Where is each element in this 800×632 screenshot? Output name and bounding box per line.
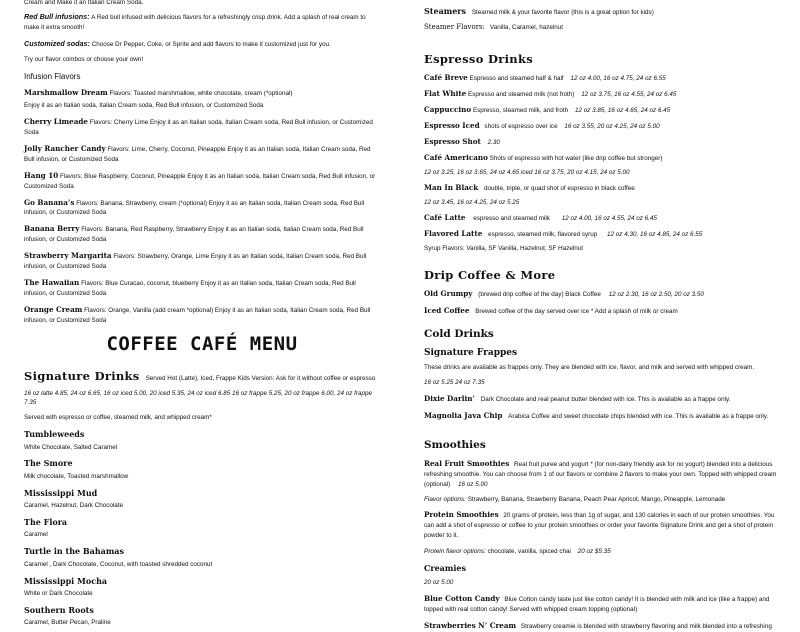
signature-drink-desc: Caramel, Butter Pecan, Praline — [24, 619, 111, 627]
infusion-desc: Flavors: Banana, Red Raspberry, Strawberry Enjoy it as an Italian soda, Italian Cream soda, Red Bull infusion, or Customized Soda — [24, 226, 364, 244]
protein-price: 20 oz $5.35 — [577, 547, 611, 555]
espresso-price: 12 oz 3.85, 16 oz 4.65, 24 oz 6.45 — [574, 107, 671, 115]
flavor-options-list: Strawberry, Banana, Strawberry Banana, Peach Pear Apricot, Mango, Pineapple, Lemonade — [467, 495, 726, 503]
flavor-options-label: Flavor options: — [424, 495, 466, 503]
steamers-name: Steamers — [424, 6, 467, 16]
signature-drink-name: Turtle in the Bahamas — [24, 546, 124, 557]
espresso-name: Café Americano — [424, 152, 488, 162]
espresso-item — [424, 105, 780, 116]
blue-cotton-candy — [424, 594, 780, 615]
infusion-desc: Flavors: Blue Raspberry, Coconut, Pineapple Enjoy it as an Italian soda, Italian Cream soda, Red Bull infusion, or Customized Soda — [24, 172, 376, 190]
infusion-item — [24, 117, 380, 138]
infusion-item — [24, 198, 380, 219]
strawberries-desc: Strawberry creamie is blended with strawberry flavoring and milk blended into a refreshing — [520, 622, 772, 630]
espresso-price: 12 oz 3.75, 16 oz 4.55, 24 oz 6.45 — [581, 91, 677, 99]
espresso-desc: Espresso and steamed milk (not froth) — [468, 91, 575, 99]
intro-red-bull — [24, 12, 380, 33]
drip-name: Old Grumpy — [424, 288, 473, 298]
infusion-item — [24, 88, 380, 99]
infusion-desc: Flavors: Banana, Strawberry, cream (*optional) Enjoy it as an Italian soda, Italian Cream soda, Red Bull infusion, or Customized Soda — [24, 199, 365, 217]
frappes-price: 16 oz 5.25 24 oz 7.35 — [424, 379, 485, 387]
espresso-price: 12 oz 4.00, 16 oz 4.55, 24 oz 6.45 — [561, 214, 657, 222]
strawberries-name: Strawberries N’ Cream — [424, 620, 517, 630]
espresso-price: 2.30 — [487, 138, 500, 146]
signature-drinks-section — [24, 368, 380, 628]
frappe-desc: Dark Chocolate and real peanut butter blended with ice. This is available as a frappe only. — [480, 396, 731, 404]
infusion-name: The Hawaiian — [24, 278, 80, 288]
signature-drink-desc: Milk chocolate, Toasted marshmallow — [24, 472, 129, 480]
real-fruit-price: 16 oz 5.00 — [458, 480, 488, 488]
steamer-flavors-list: Vanilla, Caramel, hazelnut — [489, 23, 564, 31]
signature-drink-desc: Caramel , Dark Chocolate, Coconut, with toasted shredded coconut — [24, 560, 213, 568]
infusion-name: Go Banana’s — [24, 197, 75, 207]
infusion-desc: Flavors: Lime, Cherry, Coconut, Pineapple Enjoy it as an Italian soda, Italian Cream soda, Red Bull infusion, or Customized Soda — [24, 145, 371, 163]
espresso-desc: Espresso and steamed half & half — [469, 75, 564, 83]
espresso-name: Café Breve — [424, 73, 468, 83]
espresso-name: Man In Black — [424, 182, 479, 192]
espresso-desc: Espresso, steamed milk, and froth — [472, 107, 569, 115]
smoothies-heading: Smoothies — [424, 439, 486, 452]
protein-flavor-options — [424, 547, 780, 557]
infusion-name: Marshmallow Dream — [24, 88, 108, 98]
red-bull-name: Red Bull infusions: — [24, 11, 90, 21]
espresso-item — [424, 213, 780, 224]
drip-desc: Brewed coffee of the day served over ice * Add a splash of milk or cream — [475, 307, 678, 315]
infusion-name: Orange Cream — [24, 305, 83, 315]
frappe-name: Dixie Darlin’ — [424, 394, 475, 404]
espresso-drinks-heading: Espresso Drinks — [424, 51, 533, 66]
infusion-item — [24, 144, 380, 165]
espresso-item — [424, 183, 780, 208]
cold-drinks-heading: Cold Drinks — [424, 327, 494, 340]
left-column — [24, 0, 380, 627]
infusion-desc: Flavors: Toasted marshmallow, white chocolate, cream (*optional) — [109, 90, 293, 98]
menu-title: COFFEE CAFÉ MENU — [106, 333, 298, 356]
infusion-item — [24, 305, 380, 323]
strawberries-n-cream — [424, 621, 780, 632]
espresso-desc: Shots of espresso with hot water (like drip coffee but stronger) — [489, 154, 663, 162]
signature-drink-desc: White Chocolate, Salted Caramel — [24, 443, 118, 451]
espresso-price: 12 oz 3.45, 16 oz 4.25, 24 oz 5.25 — [424, 198, 520, 206]
infusion-desc: Flavors: Blue Curacao, coconut, blueberry Enjoy it as an Italian soda, Italian Cream soda, Red Bull infusion, or Customized Soda — [24, 280, 356, 298]
red-bull-desc: A Red bull infused with delicious flavors for a refreshingly crisp drink. Add a splash of real cream to make it extra smooth! — [24, 13, 366, 31]
infusion-flavors-heading: Infusion Flavors — [24, 71, 81, 81]
intro-line-italian-cream: Cream and Make it an Italian Cream Soda. — [24, 0, 144, 6]
customized-sodas-desc: Choose Dr Pepper, Coke, or Sprite and add flavors to make it customized just for you. — [91, 40, 331, 48]
intro-customized-sodas — [24, 39, 380, 50]
drip-coffee-heading: Drip Coffee & More — [424, 268, 556, 283]
real-fruit-desc: Real fruit puree and yogurt * (for non-dairy friendly ask for no yogurt) blended into a delicious refreshing smoothie. You can choose from 1 of our flavors or combine 2 flavors to make your own. Topped with whipped cream (optional) — [424, 461, 777, 488]
drip-name: Iced Coffee — [424, 305, 470, 315]
espresso-price: 12 oz 4.30, 16 oz 4.85, 24 oz 6.55 — [607, 230, 703, 238]
espresso-item — [424, 153, 780, 178]
protein-flavor-label: Protein flavor options: — [424, 547, 486, 555]
steamers-desc: Steamed milk & your favorite flavor (this is a great option for kids) — [471, 9, 654, 16]
infusion-name: Jolly Rancher Candy — [24, 143, 106, 153]
espresso-name: Café Latte — [424, 212, 466, 222]
espresso-name: Espresso Shot — [424, 136, 481, 146]
infusion-name: Hang 10 — [24, 170, 59, 180]
flavor-options — [424, 495, 780, 505]
espresso-name: Espresso Iced — [424, 121, 480, 131]
signature-drink-name: Mississippi Mud — [24, 487, 98, 498]
protein-flavor-list: chocolate, vanilla, spiced chai — [487, 547, 571, 555]
customized-sodas-name: Customized sodas: — [24, 38, 90, 48]
espresso-name: Flat White — [424, 89, 467, 99]
espresso-desc: double, triple, or quad shot of espresso in black coffee — [484, 184, 635, 192]
espresso-price: 12 oz 3.25, 16 oz 3.65, 24 oz 4.65 iced 16 oz 3.75, 20 oz 4.15, 24 oz 5.00 — [424, 168, 630, 176]
infusion-item — [24, 171, 380, 192]
protein-name: Protein Smoothies — [424, 509, 499, 519]
espresso-desc: shots of espresso over ice — [484, 123, 558, 131]
real-fruit-smoothies — [424, 459, 780, 490]
infusion-note: Enjoy it as an Italian soda, Italian Cream soda, Red Bull infusion, or Customized Soda — [24, 101, 264, 109]
infusion-desc: Flavors: Orange, Vanilla (add cream *optional) Enjoy it as an Italian soda, Italian Cream soda, Red Bull infusion, or Customized Soda — [24, 307, 371, 324]
protein-desc: 20 grams of protein, less than 1g of sugar, and 130 calories in each of our protein smoothies. You can add a shot of espresso or coffee to your protein smoothies or order your favorite Signature Drink and get a shot of protein powder to it. — [424, 511, 775, 539]
espresso-item — [424, 121, 780, 132]
frappe-item — [424, 394, 780, 405]
signature-drink-desc: Caramel — [24, 531, 48, 539]
signature-drink-desc: Caramel, Hazelnut, Dark Chocolate — [24, 502, 124, 510]
infusion-item — [24, 251, 380, 272]
espresso-item — [424, 229, 780, 240]
creamies-price: 20 oz 5.00 — [424, 578, 454, 586]
signature-drinks-served: Served with espresso or coffee, steamed milk, and whipped cream* — [24, 414, 212, 422]
infusion-name: Banana Berry — [24, 224, 80, 234]
frappe-name: Magnolia Java Chip — [424, 411, 503, 421]
signature-drink-name: Tumbleweeds — [24, 429, 85, 440]
drip-item — [424, 306, 780, 315]
drip-item — [424, 289, 780, 300]
espresso-name: Flavored Latte — [424, 228, 483, 238]
steamer-flavors — [424, 23, 780, 33]
intro-flavor-combos: Try our flavor combos or choose your own! — [24, 55, 144, 63]
infusion-name: Strawberry Margarita — [24, 251, 112, 261]
signature-drinks-prices: 16 oz latte 4.85, 24 oz 6.65, 16 oz iced 5.00, 20 iced 5.35, 24 oz iced 6.85 16 oz frappe 5.25, 20 oz frappe 6.00, 24 oz frappe 7.35 — [24, 390, 372, 407]
frappe-item — [424, 411, 780, 422]
steamer-flavors-label: Steamer Flavors: — [424, 22, 486, 31]
signature-drink-name: Southern Roots — [24, 604, 94, 615]
blue-cotton-name: Blue Cotton Candy — [424, 593, 500, 603]
right-column — [424, 0, 780, 630]
infusion-desc: Flavors: Strawberry, Orange, Lime Enjoy it as an Italian soda, Italian Cream soda, Red Bull infusion, or Customized Soda — [24, 253, 367, 271]
espresso-item — [424, 89, 780, 100]
espresso-price: 12 oz 4.00, 16 oz 4.75, 24 oz 6.55 — [570, 75, 666, 83]
signature-frappes-heading: Signature Frappes — [424, 347, 518, 358]
espresso-desc: espresso and steamed milk — [473, 214, 550, 222]
drip-desc: (brewed drip coffee of the day) Black Coffee — [478, 290, 601, 298]
frappe-desc: Arabica Coffee and sweet chocolate chips blended with ice. This is available as a frappe only. — [508, 413, 769, 421]
infusion-item — [24, 224, 380, 245]
protein-smoothies — [424, 510, 780, 541]
signature-drink-desc: White or Dark Chocolate — [24, 590, 93, 597]
signature-drink-name: The Smore — [24, 458, 73, 469]
steamers-block — [424, 6, 780, 18]
signature-drink-name: The Flora — [24, 517, 68, 528]
infusion-desc: Flavors: Cherry Lime Enjoy it as an Italian soda, Italian Cream soda, Red Bull infusion, or Customized Soda — [24, 118, 373, 136]
infusion-name: Cherry Limeade — [24, 116, 88, 126]
signature-drinks-heading: Signature Drinks — [24, 369, 140, 384]
espresso-item — [424, 137, 780, 148]
blue-cotton-desc: Blue Cotton candy taste just like cotton candy! It is blended with milk and ice (like a frappe) and topped with real cotton candy! Served with whipped cream topping (optional) — [424, 595, 770, 613]
espresso-desc: espresso, steamed milk, flavored syrup — [488, 230, 598, 238]
infusion-item — [24, 278, 380, 299]
signature-drink-name: Mississippi Mocha — [24, 575, 108, 586]
creamies-name: Creamies — [424, 562, 466, 573]
signature-drinks-sub: Served Hot (Latte), Iced, Frappe Kids Version: Ask for it without coffee or espresso — [145, 375, 376, 383]
syrup-flavors: Syrup Flavors: Vanilla, SF Vanilla, Hazelnut, SF Hazelnut — [424, 244, 584, 252]
espresso-name: Cappuccino — [424, 105, 472, 115]
real-fruit-name: Real Fruit Smoothies — [424, 459, 510, 469]
espresso-price: 16 oz 3.55, 20 oz 4.25, 24 oz 5.00 — [564, 123, 660, 131]
espresso-item — [424, 73, 780, 84]
frappes-desc: These drinks are available as frappes only. They are blended with ice, flavor, and milk and served with whipped cream. — [424, 364, 755, 372]
drip-price: 12 oz 2.30, 16 oz 2.50, 20 oz 3.50 — [608, 290, 704, 298]
